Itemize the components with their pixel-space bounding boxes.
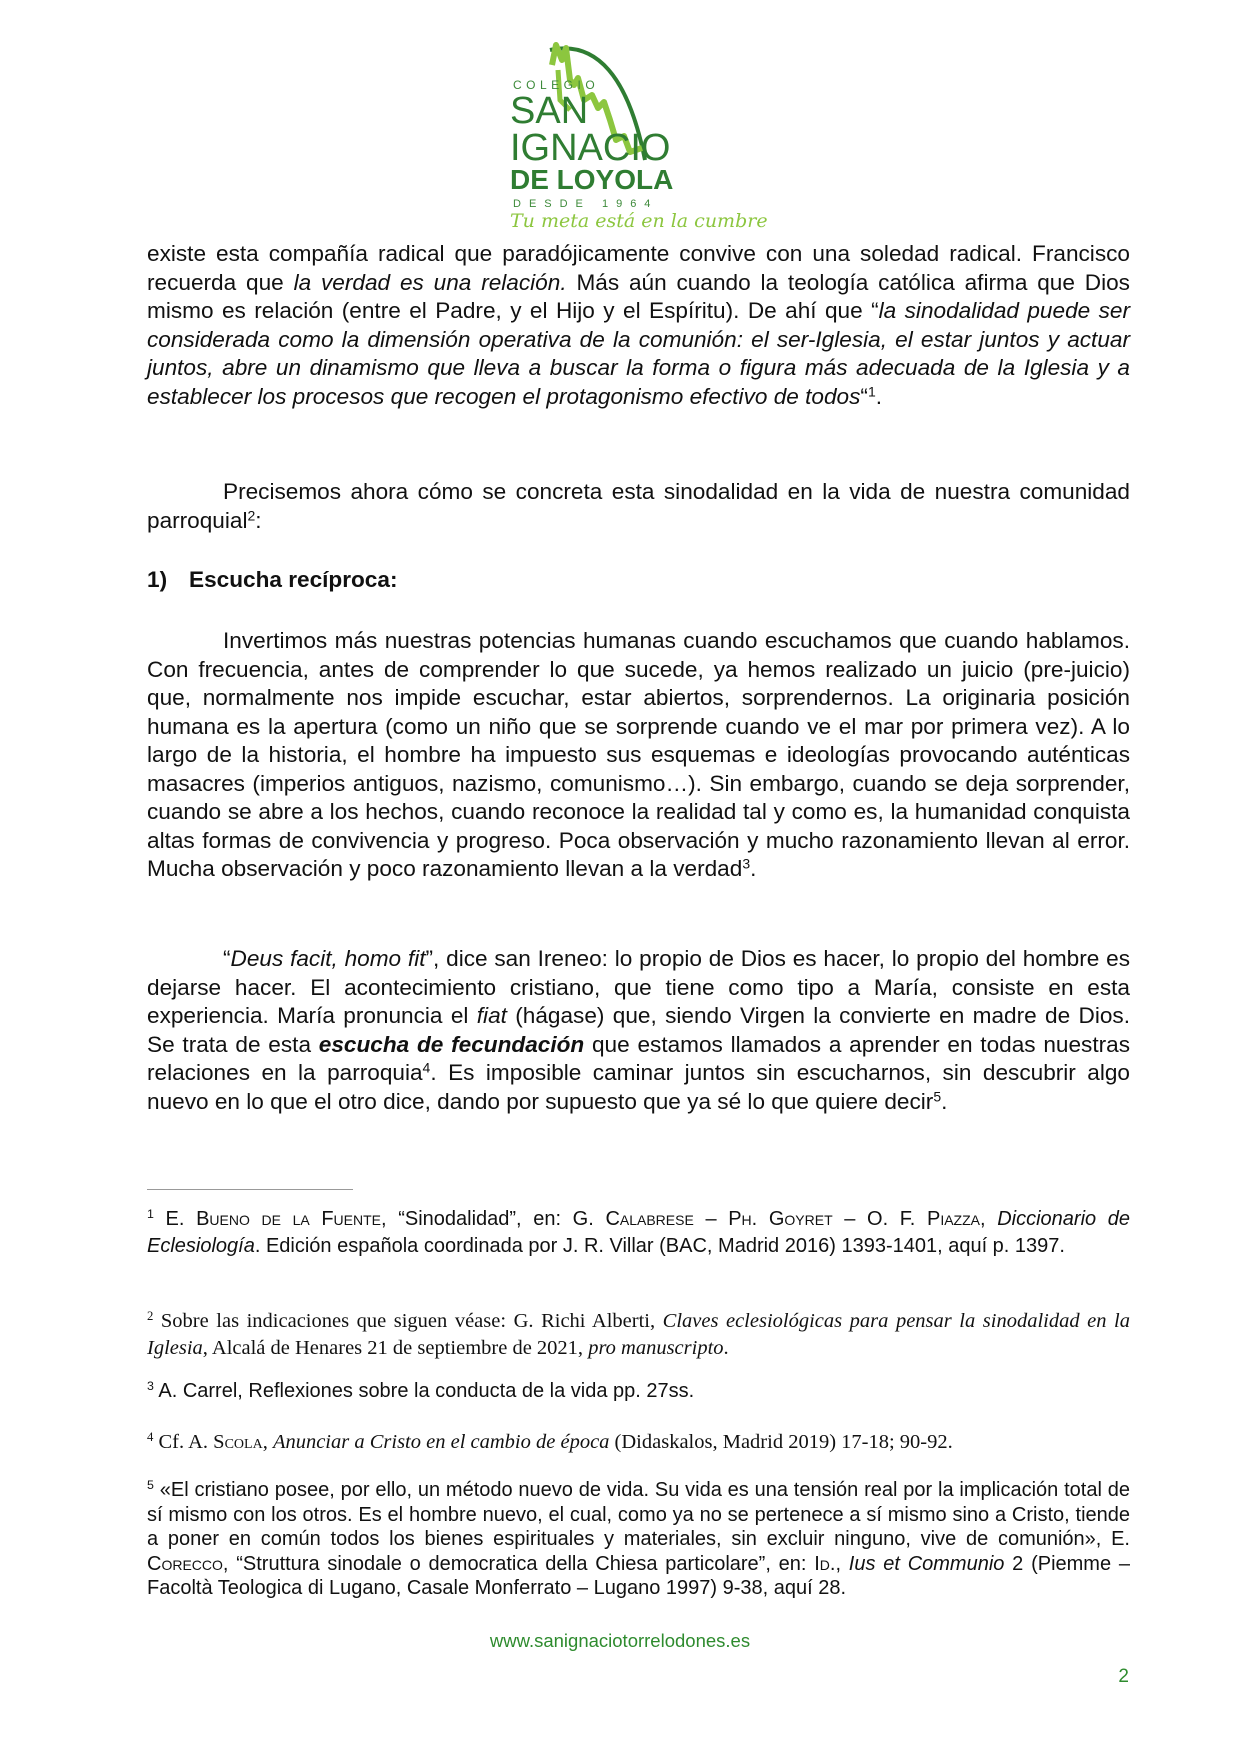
school-logo: [500, 40, 768, 232]
logo-loyola-text: DE LOYOLA: [510, 164, 674, 195]
logo-san-text: SAN: [510, 90, 589, 132]
logo-ignacio-text: IGNACIO: [510, 127, 671, 169]
heading-number: 1): [147, 567, 168, 592]
page-number: 2: [1118, 1666, 1129, 1687]
paragraph-3: Invertimos más nuestras potencias humanas cuando escuchamos que cuando hablamos. Con frecuencia, antes de comprender lo que sucede, ya hemos realizado un juicio (pre-juicio) que, normalmente nos impide escuchar, estar abiertos, sorprendernos. La originaria posición humana es la apertura (como un niño que se sorprende cuando ve el mar por primera vez). A lo largo de la historia, el hombre ha impuesto sus esquemas e ideologías provocando auténticas masacres (imperios antiguos, nazismo, comunismo…). Sin embargo, cuando se deja sorprender, cuando se abre a los hechos, cuando reconoce la realidad tal y como es, la humanidad conquista altas formas de convivencia y progreso. Poca observación y mucho razonamiento llevan al error. Mucha observación y poco razonamiento llevan a la verdad$^3$.: [147, 628, 1130, 881]
footnote-separator: [147, 1189, 353, 1190]
footnote-ref-2[interactable]: 2: [247, 506, 256, 523]
footnote-ref-3[interactable]: 3: [742, 855, 751, 872]
footnote-5: $^5$ «El cristiano posee, por ello, un método nuevo de vida. Su vida es una tensión real por la implicación total de sí mismo con los otros. Es el hombre nuevo, el cual, como ya no se pertenece a sí mismo sino a Cristo, tiende a poner en común todos los bienes espirituales y materiales, sin excluir ninguno, vive de comunión», E. Corecco, “Struttura sinodale o democratica della Chiesa particolare”, en: Id., Ius et Communio 2 (Piemme – Facoltà Teologica di Lugano, Casale Monferrato – Lugano 1997) 9-38, aquí 28.: [147, 1478, 1130, 1599]
footnote-1: $^1$ E. Bueno de la Fuente, “Sinodalidad”, en: G. Calabrese – Ph. Goyret – O. F. Piazza, Diccionario de Eclesiología. Edición española coordinada por J. R. Villar (BAC, Madrid 2016) 1393-1401, aquí p. 1397.: [147, 1207, 1131, 1257]
footnote-ref-4[interactable]: 4: [422, 1059, 431, 1076]
footnote-ref-5[interactable]: 5: [933, 1087, 942, 1104]
footnote-ref-1[interactable]: 1: [867, 382, 876, 399]
paragraph-2: Precisemos ahora cómo se concreta esta sinodalidad en la vida de nuestra comunidad parroquial$^2$:: [147, 479, 1130, 533]
footnote-4: $^4$ Cf. A. Scola, Anunciar a Cristo en el cambio de época (Didaskalos, Madrid 2019) 17-18; 90-92.: [147, 1430, 953, 1453]
logo-colegio-text: COLEGIO: [513, 78, 600, 92]
paragraph-4: “Deus facit, homo fit”, dice san Ireneo: lo propio de Dios es hacer, lo propio del hombre es dejarse hacer. El acontecimiento cristiano, que tiene como tipo a María, consiste en esta experiencia. María pronuncia el fiat (hágase) que, siendo Virgen la convierte en madre de Dios. Se trata de esta escucha de fecundación que estamos llamados a aprender en todas nuestras relaciones en la parroquia$^4$. Es imposible caminar juntos sin escucharnos, sin descubrir algo nuevo en lo que el otro dice, dando por supuesto que ya sé lo que quiere decir$^5$.: [147, 946, 1130, 1114]
logo-motto: Tu meta está en la cumbre: [510, 210, 768, 232]
footnote-2: $^2$ Sobre las indicaciones que siguen véase: G. Richi Alberti, Claves eclesiológicas para pensar la sinodalidad en la Iglesia, Alcalá de Henares 21 de septiembre de 2021, pro manuscripto.: [147, 1309, 1130, 1359]
logo-desde-text: DESDE 1964: [513, 198, 659, 210]
footer-website-link[interactable]: www.sanignaciotorrelodones.es: [489, 1630, 751, 1651]
footnote-3: $^3$ A. Carrel, Reflexiones sobre la conducta de la vida pp. 27ss.: [147, 1379, 695, 1402]
section-heading: [147, 566, 1130, 595]
heading-title: Escucha recíproca:: [189, 567, 398, 592]
paragraph-1: existe esta compañía radical que paradójicamente convive con una soledad radical. Francisco recuerda que la verdad es una relación. Más aún cuando la teología católica afirma que Dios mismo es relación (entre el Padre, y el Hijo y el Espíritu). De ahí que “la sinodalidad puede ser considerada como la dimensión operativa de la comunión: el ser-Iglesia, el estar juntos y actuar juntos, abre un dinamismo que lleva a buscar la forma o figura más adecuada de la Iglesia y a establecer los procesos que recogen el protagonismo efectivo de todos“$^1$.: [147, 241, 1131, 409]
